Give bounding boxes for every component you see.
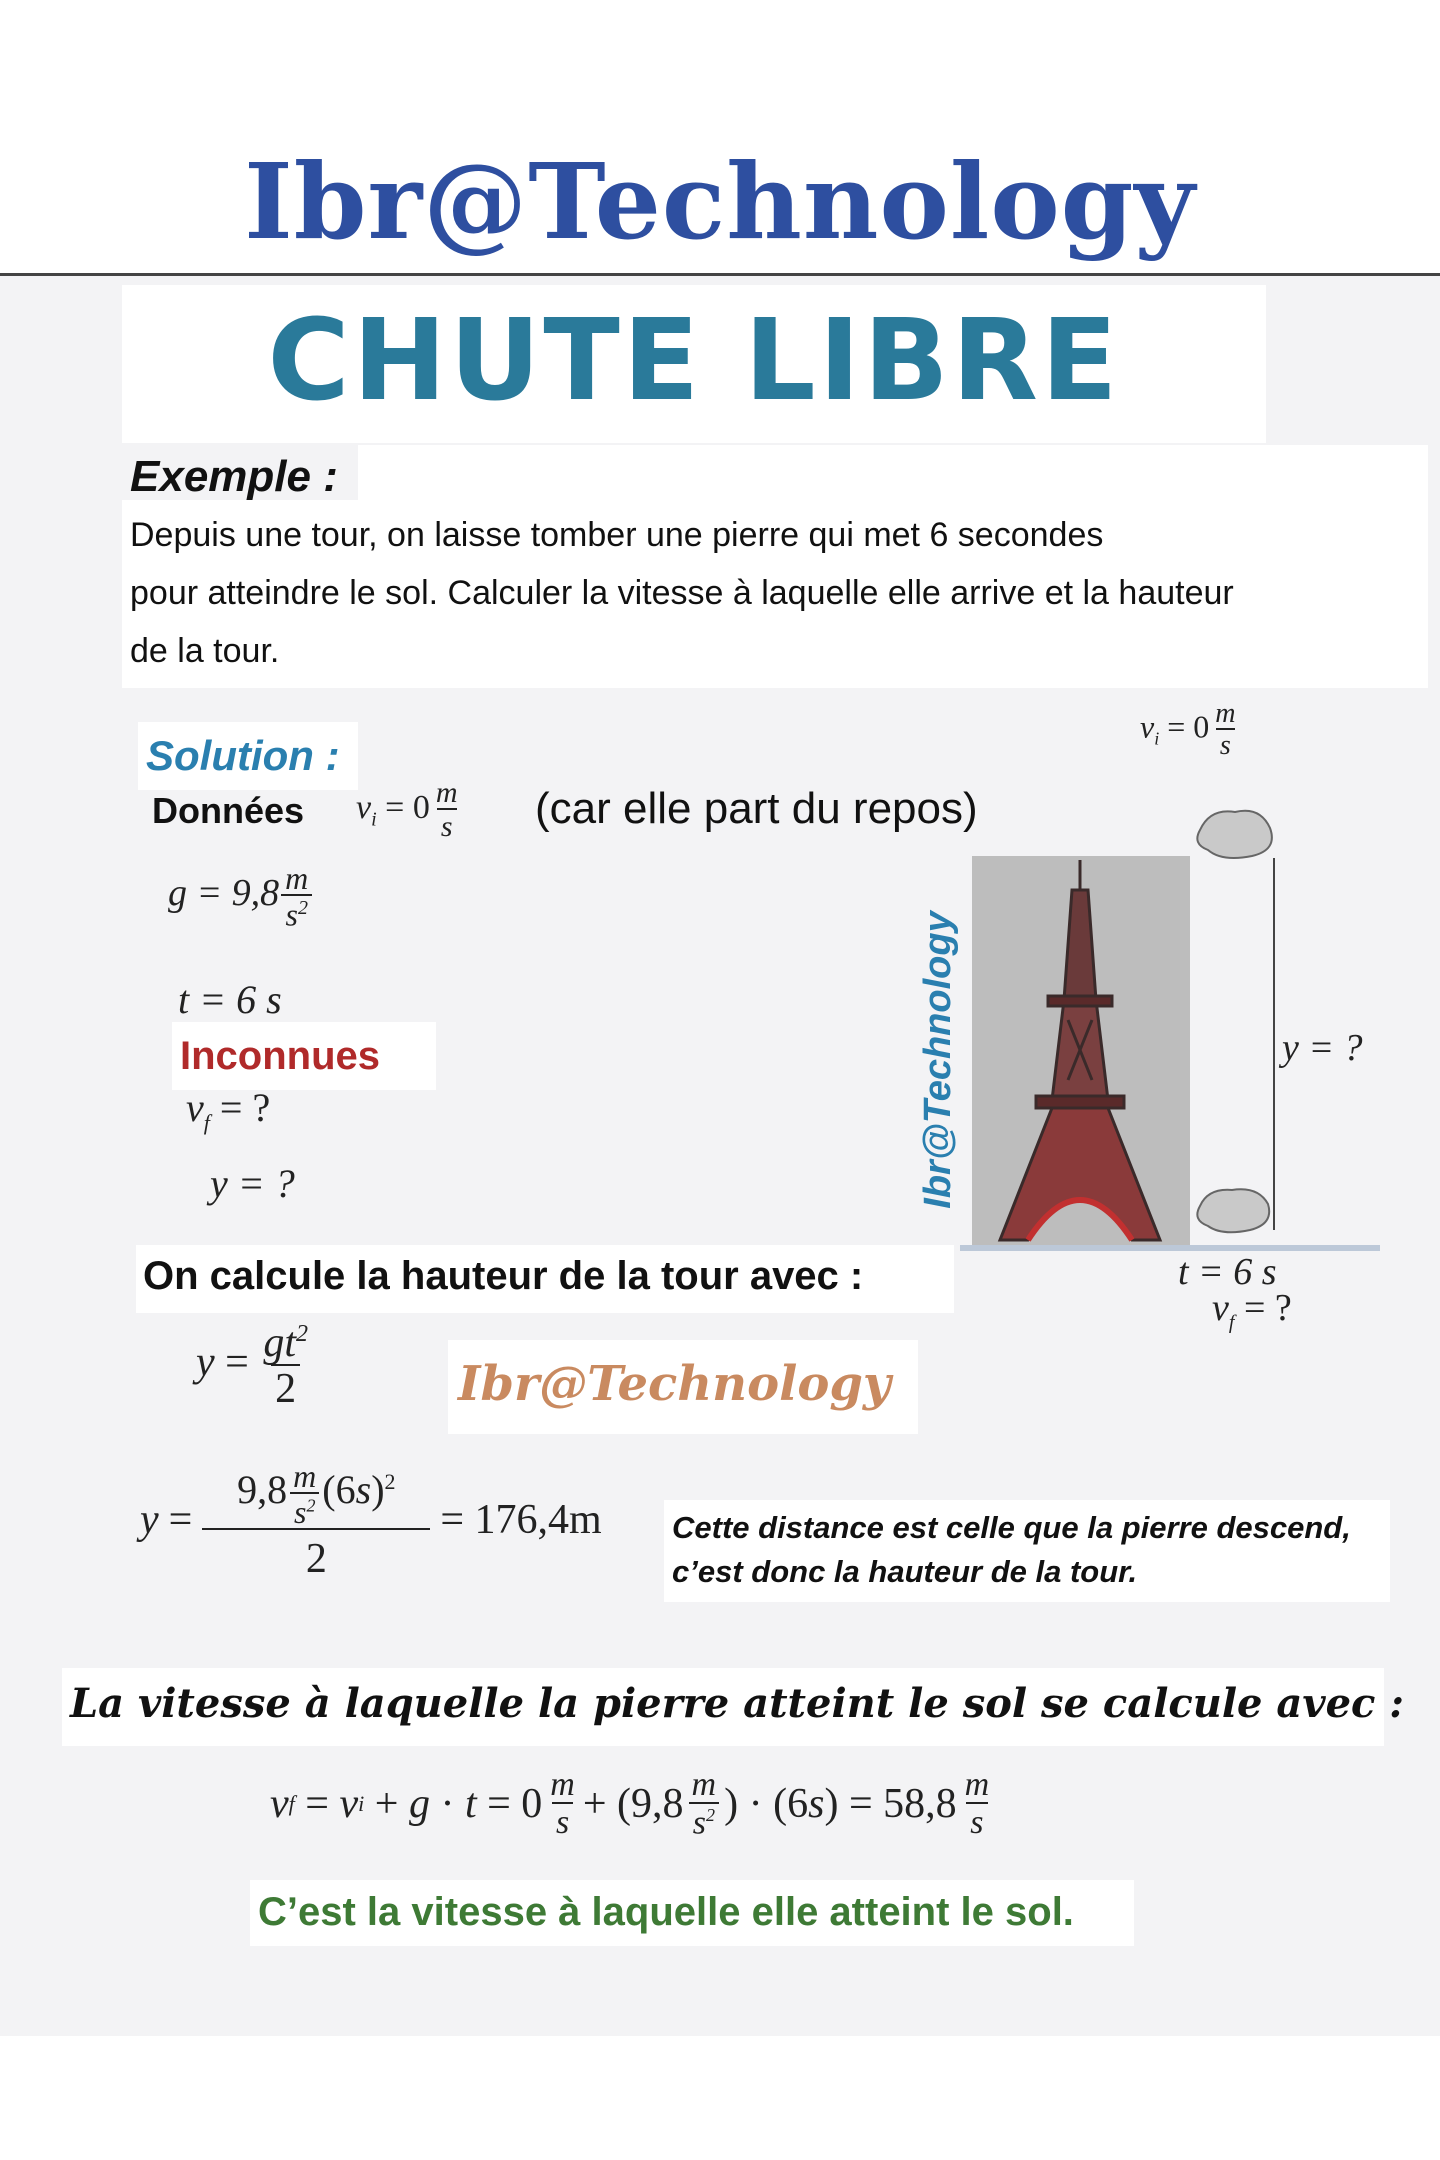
solution-label: Solution : (146, 732, 340, 779)
figure-vi-label: $v_i = 0$ $\frac{m}{s}$ (1140, 698, 1236, 761)
height-intro: On calcule la hauteur de la tour avec : (143, 1254, 864, 1298)
vi-note: (car elle part du repos) (535, 784, 978, 833)
vi-equation: $v_i = 0$ $\frac{m}{s}$ (356, 776, 458, 843)
page-title: CHUTE LIBRE (267, 296, 1121, 426)
watermark: Ibr@Technology (458, 1356, 891, 1412)
figure-vf-value: = ? (1243, 1287, 1292, 1329)
speed-result: = 58,8 (848, 1781, 957, 1828)
donnees-label: Données (152, 790, 305, 831)
conclusion: C’est la vitesse à laquelle elle atteint le sol. (258, 1890, 1074, 1934)
eiffel-figure (960, 800, 1400, 1260)
figure-vi-value: = 0 (1167, 708, 1210, 745)
vertical-watermark-text: Ibr@Technology (917, 911, 960, 1209)
inconnues-label: Inconnues (180, 1034, 381, 1078)
height-result: = 176,4m (440, 1497, 602, 1543)
vf-unknown: $v_f$ = ? (186, 1085, 271, 1135)
height-note-line-1: Cette distance est celle que la pierre descend, (672, 1510, 1351, 1545)
figure-t-label: t = 6 s (1178, 1251, 1277, 1293)
g-value: g = 9,8 (168, 872, 280, 915)
g-equation: g = 9,8 $\frac{m}{s^2}$ (168, 862, 312, 931)
statement-line-1: Depuis une tour, on laisse tomber une pierre qui met 6 secondes (130, 516, 1104, 554)
figure-y-label: y = ? (1282, 1027, 1363, 1069)
height-formula: y = $\frac{gt^2}{2}$ (196, 1320, 309, 1412)
speed-intro: La vitesse à laquelle la pierre atteint le sol se calcule avec : (70, 1680, 1405, 1727)
statement-line-3: de la tour. (130, 632, 280, 670)
example-card-top (358, 445, 1428, 500)
example-label: Exemple : (130, 452, 338, 501)
height-calculation: y = 9,8 $\frac{m}{s^2}$ $(6s)^2$ 2 = 176,4m (140, 1458, 602, 1582)
height-note-line-2: c’est donc la hauteur de la tour. (672, 1554, 1138, 1589)
brand-header: Ibr@Technology (244, 140, 1196, 263)
stone-top-icon (1197, 811, 1272, 858)
speed-formula: v f = v i + g · t = 0 $\frac{m}{s}$ + (9,8 $\frac{m}{s^2}$ ) · (6 s ) = 58,8 $\frac{m}{s}$ (270, 1766, 990, 1842)
figure-vf-label: $v_f$ = ? (1212, 1287, 1292, 1334)
y-unknown: y = ? (210, 1161, 295, 1206)
statement-line-2: pour atteindre le sol. Calculer la vitesse à laquelle elle arrive et la hauteur (130, 574, 1234, 612)
vf-unknown-value: = ? (219, 1085, 271, 1130)
stone-bottom-icon (1197, 1189, 1269, 1232)
t-equation: t = 6 s (178, 977, 282, 1022)
